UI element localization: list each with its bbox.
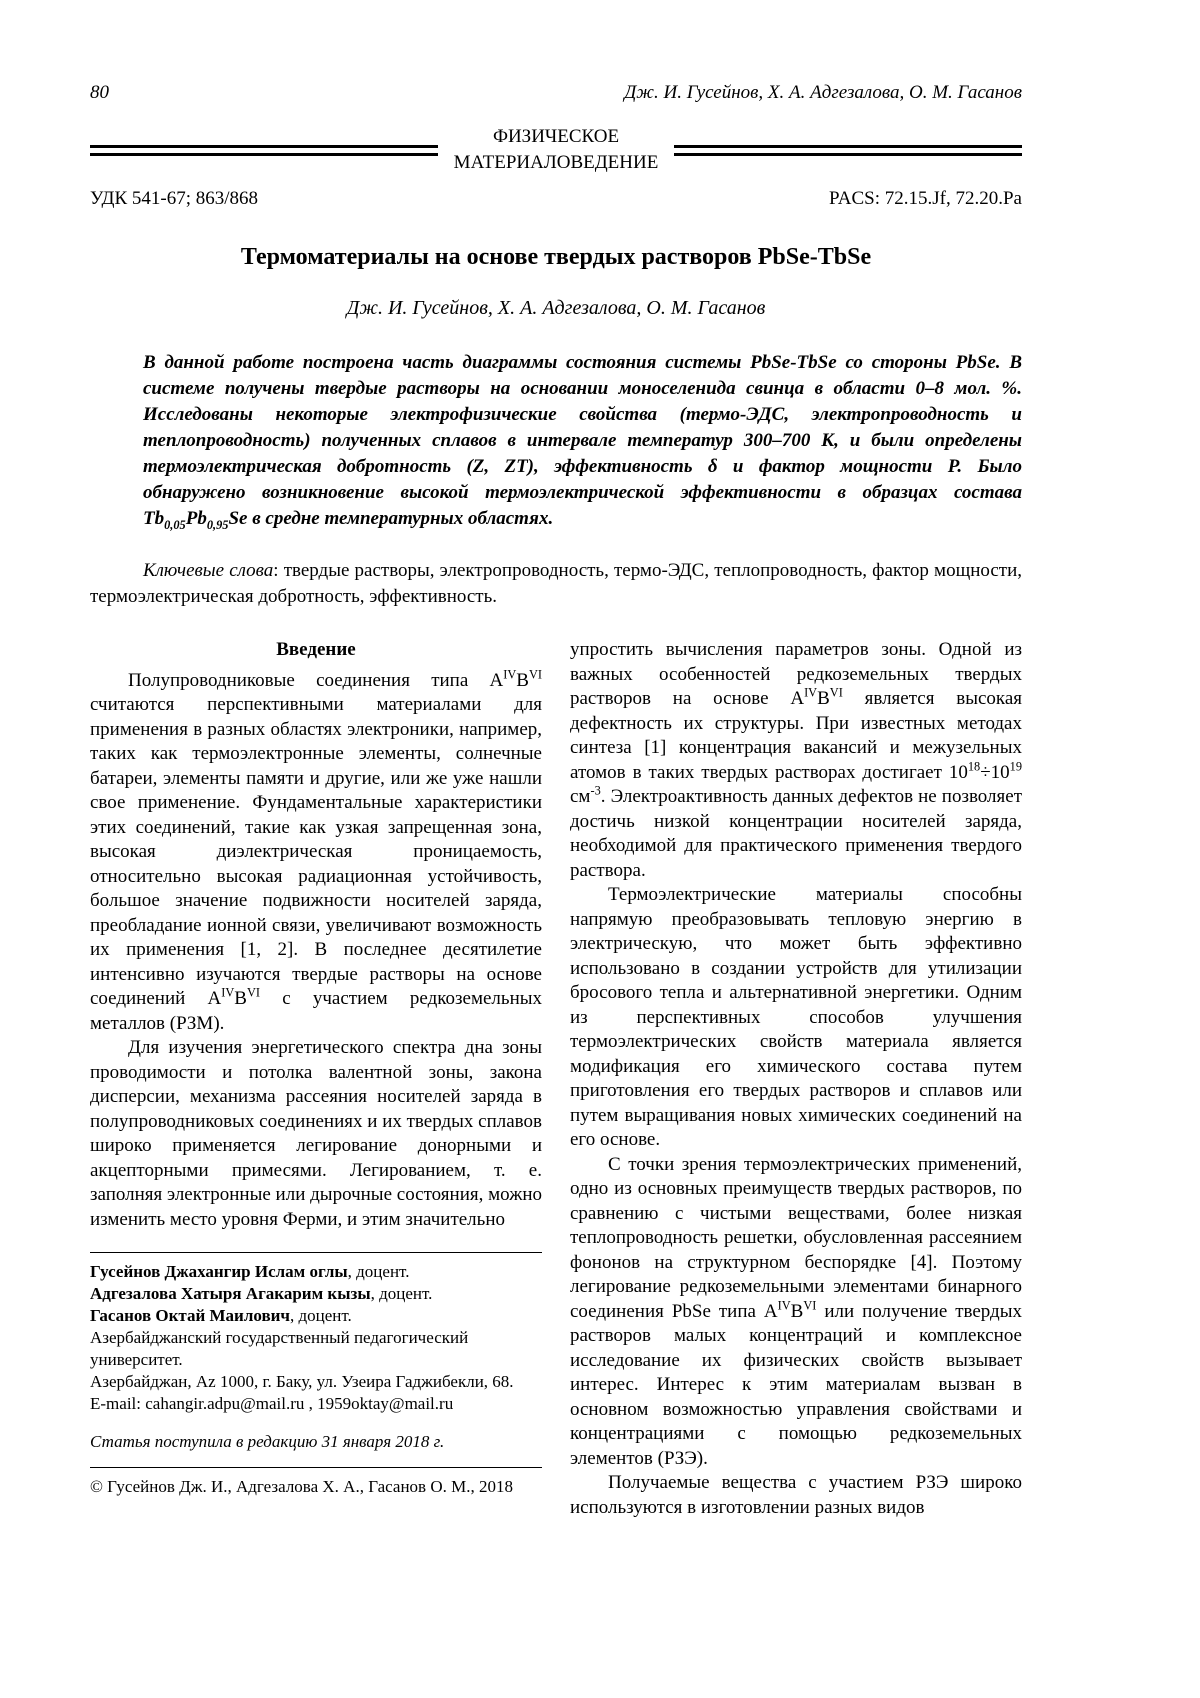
keywords <box>90 558 1022 610</box>
body-paragraph: Полупроводниковые соединения типа $A^{IV}B^{VI}$ считаются перспективными материалами для применения в разных областях электроники, например, таких как термоэлектронные элементы, солнечные батареи, элементы памяти и другие, или же уже нашли свое применение. Фундаментальные характеристики этих соединений, такие как узкая запрещенная зона, высокая диэлектрическая проницаемость, относительно высокая радиационная устойчивость, большое значение подвижности носителей заряда, преобладание ионной связи, увеличивают возможность их применения [1, 2]. В последнее десятилетие интенсивно изучаются твердые растворы на основе соединений $A^{IV}B^{VI}$ с участием редкоземельных металлов (РЗМ). <box>90 667 543 1034</box>
banner-rule-left <box>90 145 438 156</box>
pacs-code: PACS: 72.15.Jf, 72.20.Pa <box>828 188 1022 209</box>
right-column <box>570 638 1022 1520</box>
body-paragraph: Получаемые вещества с участием РЗЭ широко используются в изготовлении разных видов <box>570 1472 1022 1518</box>
footnote-affiliation: Азербайджанский государственный педагогический университет. <box>90 1328 469 1369</box>
banner-title <box>454 124 659 176</box>
two-column-body <box>90 638 1022 1520</box>
footnote-line: Адгезалова Хатыря Агакарим кызы, доцент. <box>90 1284 433 1303</box>
keywords-text: : твердые растворы, электропроводность, термо-ЭДС, теплопроводность, фактор мощности, термоэлектрическая добротность, эффективность. <box>90 560 1023 607</box>
abstract-text: В данной работе построена часть диаграммы состояния системы PbSe-TbSe со стороны PbSe. В системе получены твердые растворы на основании моноселенида свинца в области 0–8 мол. %. Исследованы некоторые электрофизические свойства (термо-ЭДС, электропроводность и теплопроводность) полученных сплавов в интервале температур 300–700 К, и были определены термоэлектрическая добротность (Z, ZT), эффективность δ и фактор мощности Р. Было обнаружено возникновение высокой термоэлектрической эффективности в образцах состава $Tb_{0,05}Pb_{0,95}Se$ в средне температурных областях. <box>143 352 1022 532</box>
udk-code: УДК 541-67; 863/868 <box>90 188 259 209</box>
body-paragraph: Термоэлектрические материалы способны напрямую преобразовывать тепловую энергию в электрическую, что может быть эффективно использовано в создании устройств для утилизации бросового тепла и альтернативной энергетики. Одним из перспективных способов улучшения термоэлектрических свойств материала является модификация его химического состава путем приготовления его твердых растворов и сплавов или путем выращивания новых химических соединений на его основе. <box>570 884 1022 1150</box>
copyright-note: © Гусейнов Дж. И., Адгезалова Х. А., Гасанов О. М., 2018 <box>90 1477 513 1496</box>
footnote-email: E-mail: cahangir.adpu@mail.ru , 1959oktay@mail.ru <box>90 1394 454 1413</box>
author-footnote <box>90 1252 542 1498</box>
footnote-address: Азербайджан, Az 1000, г. Баку, ул. Узеира Гаджибекли, 68. <box>90 1372 514 1391</box>
article-authors: Дж. И. Гусейнов, Х. А. Адгезалова, О. М. Гасанов <box>346 297 766 319</box>
banner-line-1: ФИЗИЧЕСКОЕ <box>492 126 620 147</box>
body-paragraph: С точки зрения термоэлектрических применений, одно из основных преимуществ твердых растворов, по сравнению с чистыми веществами, более низкая теплопроводность решетки, обусловленная рассеянием фононов на структурном беспорядке [4]. Поэтому легирование редкоземельными элементами бинарного соединения PbSe типа $A^{IV}B^{VI}$ или получение твердых растворов малых концентраций и комплексное исследование их физических свойств вызывает интерес. Интерес к этим материалам вызван в основном возможностью управления свойствами и концентрациями с помощью редкоземельных элементов (РЗЭ). <box>570 1153 1022 1469</box>
page-number: 80 <box>90 82 109 103</box>
banner-line-2: МАТЕРИАЛОВЕДЕНИЕ <box>453 152 659 173</box>
keywords-label: Ключевые слова <box>143 560 274 581</box>
section-banner <box>90 124 1022 176</box>
classification-codes <box>90 188 1022 210</box>
article-title: Термоматериалы на основе твердых растворов PbSe-TbSe <box>240 244 872 270</box>
running-authors: Дж. И. Гусейнов, Х. А. Адгезалова, О. М. Гасанов <box>624 82 1022 103</box>
paper-page <box>90 0 1022 1520</box>
footnote-line: Гасанов Октай Маилович, доцент. <box>90 1306 352 1325</box>
copyright-separator <box>90 1467 542 1468</box>
body-paragraph: Для изучения энергетического спектра дна зоны проводимости и потолка валентной зоны, закона дисперсии, механизма рассеяния носителей заряда в полупроводниковых соединениях и их твердых сплавов широко применяется легирование донорными и акцепторными примесями. Легированием, т. е. заполняя электронные или дырочные состояния, можно изменить место уровня Ферми, и этим значительно <box>90 1037 542 1230</box>
banner-rule-right <box>674 145 1022 156</box>
footnote-line: Гусейнов Джахангир Ислам оглы, доцент. <box>90 1262 410 1281</box>
received-note: Статья поступила в редакцию 31 января 2018 г. <box>90 1432 445 1451</box>
section-heading-introduction: Введение <box>276 639 356 660</box>
body-paragraph: упростить вычисления параметров зоны. Одной из важных особенностей редкоземельных твердых растворов на основе $A^{IV}B^{VI}$ является высокая дефектность их структуры. При известных методах синтеза [1] концентрация вакансий и межузельных атомов в таких твердых растворах достигает $10^{18}\div 10^{19}$ $см^{-3}$. Электроактивность данных дефектов не позволяет достичь низкой концентрации носителей заряда, необходимой для практического применения твердого раствора. <box>570 639 1023 881</box>
left-column <box>90 638 542 1520</box>
running-head <box>90 0 1022 104</box>
footnote-separator <box>90 1252 542 1253</box>
